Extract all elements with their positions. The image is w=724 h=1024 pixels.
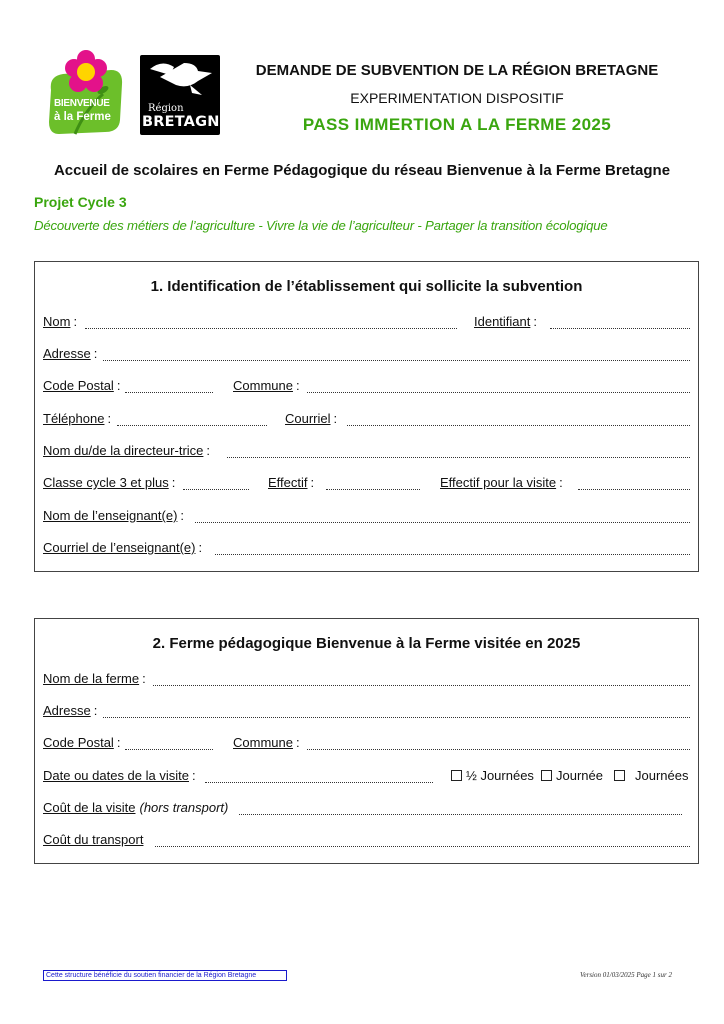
checkbox-demi-journees[interactable] [451,770,462,781]
row-classe: Classe cycle 3 et plus : Effectif : Effectif pour la visite : [43,475,690,493]
option-journees[interactable] [614,768,688,783]
courriel-enseignant-field[interactable] [215,540,690,555]
section-1-title: 1. Identification de l’établissement qui sollicite la subvention [150,278,583,295]
project-cycle-label: Projet Cycle 3 [34,194,127,210]
logo-text-region: Région [148,103,184,114]
enseignant-label: Nom de l’enseignant(e) [43,508,178,523]
courriel-label: Courriel [285,411,331,426]
nom-field[interactable] [85,314,457,329]
row-cout-visite [43,800,690,818]
document-subtitle: EXPERIMENTATION DISPOSITIF [350,90,564,106]
adresse-ferme-field[interactable] [103,703,690,718]
classe-field[interactable] [183,475,249,490]
option-demi-journees[interactable] [451,768,534,783]
logo-text-bretagne: BRETAGNE [142,114,230,130]
logo-text-bienvenue: BIENVENUE [54,98,110,109]
cout-transport-field[interactable] [155,832,690,847]
effectif-visite-field[interactable] [578,475,690,490]
identifiant-label: Identifiant [474,314,531,329]
code-postal-ferme-field[interactable] [125,735,213,750]
enseignant-field[interactable] [195,508,690,523]
cout-transport-label: Coût du transport [43,832,144,847]
row-telephone: Téléphone : Courriel : [43,411,690,429]
nom-label: Nom [43,314,71,329]
pass-title: PASS IMMERTION A LA FERME 2025 [302,115,612,134]
row-nom-ferme: Nom de la ferme : [43,671,690,689]
logo-text-a-la-ferme: à la Ferme [54,111,111,123]
adresse-label: Adresse [43,346,91,361]
classe-label: Classe cycle 3 et plus [43,475,169,490]
footer-version-page: Version 01/03/2025 Page 1 sur 2 [580,971,672,979]
option-journee[interactable] [541,768,603,783]
project-themes: Découverte des métiers de l’agriculture - Vivre la vie de l’agriculteur - Partager la transition écologique [34,218,608,233]
telephone-field[interactable] [117,411,267,426]
commune-label: Commune [233,378,293,393]
section-2-title: 2. Ferme pédagogique Bienvenue à la Ferme visitée en 2025 [152,635,581,652]
directeur-label: Nom du/de la directeur-trice [43,443,204,458]
section-ferme-visitee [34,618,699,864]
checkbox-journees[interactable] [614,770,625,781]
nom-ferme-field[interactable] [153,671,690,686]
row-directeur: Nom du/de la directeur-trice : [43,443,690,461]
code-postal-field[interactable] [125,378,213,393]
journee-label: Journée [556,768,603,783]
effectif-visite-label: Effectif pour la visite [440,475,557,490]
demi-journees-label: ½ Journées [466,768,534,783]
row-enseignant: Nom de l’enseignant(e) : [43,508,690,526]
row-dates: Date ou dates de la visite : ½ Journées Journée Journées [43,768,689,783]
commune-ferme-label: Commune [233,735,293,750]
adresse-ferme-label: Adresse [43,703,91,718]
bienvenue-a-la-ferme-logo [45,50,125,136]
directeur-field[interactable] [227,443,690,458]
journees-label: Journées [635,768,689,783]
row-code-postal-ferme: Code Postal : Commune : [43,735,690,753]
hors-transport-note: (hors transport) [139,800,229,815]
commune-field[interactable] [307,378,690,393]
row-adresse-ferme: Adresse : [43,703,690,721]
commune-ferme-field[interactable] [307,735,690,750]
cout-visite-label: Coût de la visite [43,800,136,815]
footer-region-support: Cette structure bénéficie du soutien financier de la Région Bretagne [43,970,287,981]
adresse-field[interactable] [103,346,690,361]
checkbox-journee[interactable] [541,770,552,781]
section-identification [34,261,699,572]
cout-visite-field[interactable] [239,800,682,815]
courriel-enseignant-label: Courriel de l’enseignant(e) [43,540,196,555]
identifiant-field[interactable] [550,314,690,329]
row-nom: Nom : Identifiant : [43,314,690,332]
dates-field[interactable] [205,768,433,783]
code-postal-label: Code Postal [43,378,114,393]
telephone-label: Téléphone [43,411,105,426]
courriel-field[interactable] [347,411,690,426]
row-adresse: Adresse : [43,346,690,364]
nom-ferme-label: Nom de la ferme [43,671,140,686]
dates-label: Date ou dates de la visite [43,768,189,783]
row-code-postal: Code Postal : Commune : [43,378,690,396]
row-courriel-enseignant: Courriel de l’enseignant(e) : [43,540,690,558]
accueil-heading: Accueil de scolaires en Ferme Pédagogique du réseau Bienvenue à la Ferme Bretagne [53,162,671,179]
row-cout-transport [43,832,690,850]
region-bretagne-logo [140,55,230,135]
effectif-field[interactable] [326,475,420,490]
effectif-label: Effectif [268,475,308,490]
document-title: DEMANDE DE SUBVENTION DE LA RÉGION BRETAGNE [255,62,659,79]
code-postal-ferme-label: Code Postal [43,735,114,750]
